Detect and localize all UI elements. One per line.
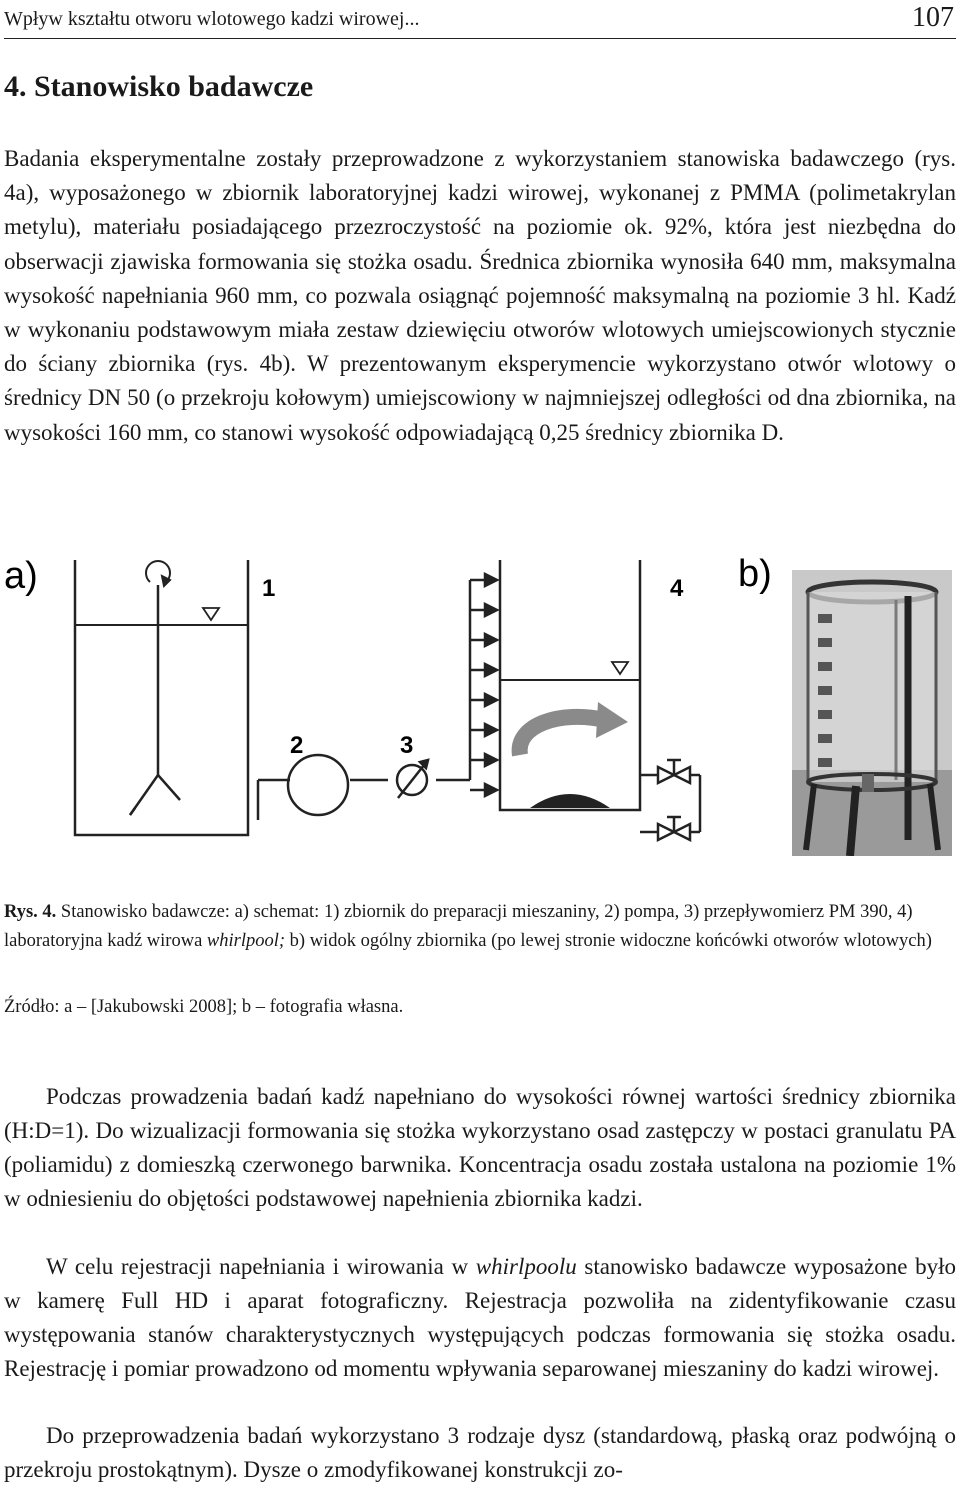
- figure-label-b: b): [738, 553, 772, 595]
- page-header: [4, 0, 956, 39]
- inlet-manifold: [470, 574, 497, 796]
- caption-text-b: b) widok ogólny zbiornika (po lewej stronie widoczne końcówki otworów wlotowych): [285, 931, 932, 951]
- caption-italic: whirlpool;: [206, 931, 286, 951]
- running-title: Wpływ kształtu otworu wlotowego kadzi wirowej...: [4, 8, 420, 30]
- paragraph-3-text-a: W celu rejestracji napełniania i wirowania w: [46, 1254, 476, 1279]
- swirl-arrow-icon: [520, 702, 628, 755]
- paragraph-3-italic: whirlpoolu: [475, 1254, 577, 1279]
- level-marker-icon: [612, 662, 628, 674]
- caption-text-a: Stanowisko badawcze: a) schemat: 1) zbiornik do preparacji mieszaniny, 2) pompa, 3) przepływomierz PM 390, 4) laboratoryjna kadź wirowa: [4, 902, 913, 951]
- level-marker-icon: [203, 608, 219, 620]
- label-4: 4: [670, 575, 684, 602]
- mixing-tank: [75, 560, 248, 835]
- paragraph-4: Do przeprowadzenia badań wykorzystano 3 rodzaje dysz (standardową, płaską oraz podwójną o przekroju prostokątnym). Dysze o zmodyfikowanej konstrukcji zo-: [4, 1423, 956, 1482]
- outlet-valves: [640, 760, 700, 840]
- figure-caption: [4, 898, 954, 956]
- pipeline: [258, 580, 470, 820]
- rotation-icon: [146, 561, 170, 586]
- flowmeter-icon: [397, 760, 428, 798]
- paragraph-3-text-b: stanowisko badawcze wyposażone było w kamerę Full HD i aparat fotograficzny. Rejestracja pozwoliła na zidentyfikowanie czasu występowania stanów charakterystycznych występujących podczas formowania się stożka osadu. Rejestrację i pomiar prowadzono od momentu wpływania separowanej mieszaniny do kadzi wirowej.: [4, 1254, 956, 1381]
- tank-photo: [792, 570, 952, 856]
- sediment-cone: [530, 794, 610, 808]
- figure-source: Źródło: a – [Jakubowski 2008]; b – fotografia własna.: [4, 997, 404, 1017]
- figure-label-a: a): [4, 555, 38, 597]
- section-title: 4. Stanowisko badawcze: [4, 70, 314, 103]
- label-3: 3: [400, 732, 414, 759]
- caption-label: Rys. 4.: [4, 902, 57, 922]
- paragraph-2: Podczas prowadzenia badań kadź napełniano do wysokości równej wartości średnicy zbiornika (H:D=1). Do wizualizacji formowania się stożka wykorzystano osad zastępczy w postaci granulatu PA (poliamidu) z domieszką czerwonego barwnika. Koncentracja osadu została ustalona na poziomie 1% w odniesieniu do objętości podstawowej napełnienia zbiornika kadzi.: [4, 1084, 956, 1211]
- whirlpool-tank: [500, 560, 640, 810]
- pump-icon: [288, 755, 348, 815]
- paragraph-3: [4, 1250, 956, 1386]
- page-number: 107: [912, 2, 954, 33]
- label-1: 1: [262, 575, 276, 602]
- label-2: 2: [290, 732, 304, 759]
- paragraph-1: Badania eksperymentalne zostały przeprowadzone z wykorzystaniem stanowiska badawczego (rys. 4a), wyposażonego w zbiornik laboratoryjnej kadzi wirowej, wykonanej z PMMA (polimetakrylan metylu), materiału posiadającego przezroczystość na poziomie ok. 92%, która jest niezbędna do obserwacji zjawiska formowania się stożka osadu. Średnica zbiornika wynosiła 640 mm, maksymalna wysokość napełniania 960 mm, co pozwala osiągnąć pojemność maksymalną na poziomie 3 hl. Kadź w wykonaniu podstawowym miała zestaw dziewięciu otworów wlotowych umiejscowionych stycznie do ściany zbiornika (rys. 4b). W prezentowanym eksperymencie wykorzystano otwór wlotowy o średnicy DN 50 (o przekroju kołowym) umiejscowiony w najmniejszej odległości od dna zbiornika, na wysokości 160 mm, co stanowi wysokość odpowiadającą 0,25 średnicy zbiornika D.: [4, 146, 956, 445]
